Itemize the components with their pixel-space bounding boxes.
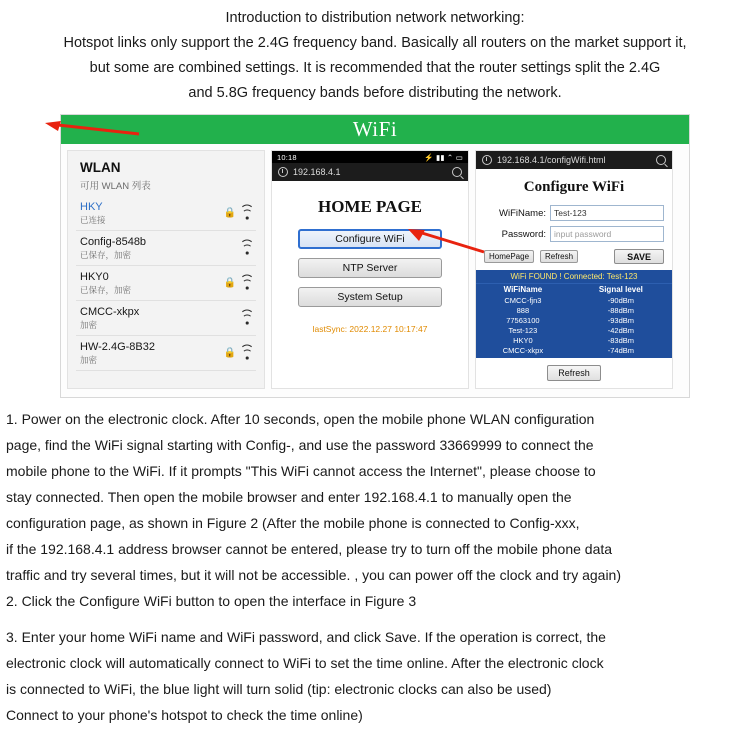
wifiname-label: WiFiName: xyxy=(499,207,546,219)
wlan-name: CMCC-xkpx xyxy=(80,306,140,318)
ntp-server-button[interactable]: NTP Server xyxy=(298,258,442,278)
step1-line-6: if the 192.168.4.1 address browser cannot be entered, please try to turn off the mobile phone data xyxy=(6,541,613,557)
lock-icon: 🔒 xyxy=(223,347,236,359)
pane-home-page xyxy=(271,150,469,389)
step3-line-3: is connected to WiFi, the blue light will turn solid (tip: electronic clocks can also be used) xyxy=(6,681,552,697)
wifiname-input[interactable] xyxy=(550,205,664,221)
intro-paragraph xyxy=(0,0,750,106)
table-row xyxy=(476,335,672,345)
wlan-status: 加密 xyxy=(80,320,98,330)
step3-line-4: Connect to your phone's hotspot to check the time online) xyxy=(6,707,363,723)
wifi-signal-icon xyxy=(240,208,254,219)
step1-line-2: page, find the WiFi signal starting with Config-, and use the password 33669999 to connect the xyxy=(6,437,594,453)
intro-line-4: and 5.8G frequency bands before distributing the network. xyxy=(188,85,562,101)
wlan-icons xyxy=(224,208,254,219)
cell-name: Test-123 xyxy=(508,325,538,335)
search-icon[interactable] xyxy=(656,155,666,165)
url-text: 192.168.4.1 xyxy=(293,167,341,177)
wlan-name: Config-8548b xyxy=(80,236,147,248)
search-icon[interactable] xyxy=(452,167,462,177)
cell-signal: -88dBm xyxy=(607,305,635,315)
wifiname-row xyxy=(476,205,672,226)
step3-line-2: electronic clock will automatically connect to WiFi to set the time online. After the electronic clock xyxy=(6,655,604,671)
table-row xyxy=(476,305,672,315)
cell-name: 888 xyxy=(516,305,530,315)
list-item[interactable] xyxy=(76,231,256,266)
scan-results-panel xyxy=(476,270,672,358)
wlan-name: HKY xyxy=(80,201,103,213)
cell-name: 77563100 xyxy=(506,315,540,325)
step1-line-5: configuration page, as shown in Figure 2 (After the mobile phone is connected to Config-xxx, xyxy=(6,515,580,531)
home-page-title: HOME PAGE xyxy=(317,197,423,216)
list-item[interactable] xyxy=(76,196,256,231)
homepage-button[interactable]: HomePage xyxy=(484,250,534,263)
cell-signal: -90dBm xyxy=(607,295,635,305)
table-row xyxy=(476,295,672,305)
wlan-icons xyxy=(240,313,254,324)
cell-signal: -83dBm xyxy=(607,335,635,345)
phone-status-bar xyxy=(272,151,468,163)
step1-line-7: traffic and try several times, but it will not be accessible. , you can power off the clock and try again) xyxy=(6,567,622,583)
wlan-name: HKY0 xyxy=(80,271,109,283)
wlan-network-rows xyxy=(68,196,264,377)
wlan-icons xyxy=(224,278,254,289)
annotation-arrow-left xyxy=(44,120,140,136)
wifi-signal-icon xyxy=(240,313,254,324)
annotation-arrow-right xyxy=(406,228,486,254)
intro-line-1: Introduction to distribution network networking: xyxy=(225,10,525,26)
refresh-small-button[interactable]: Refresh xyxy=(540,250,578,263)
list-item[interactable] xyxy=(76,301,256,336)
cell-signal: -74dBm xyxy=(607,345,635,355)
scan-header: WiFi FOUND ! Connected: Test-123 xyxy=(476,270,672,284)
wlan-icons xyxy=(224,348,254,359)
wlan-status: 已保存，加密 xyxy=(80,250,132,260)
instruction-steps xyxy=(0,398,750,728)
column-wifiname: WiFiName xyxy=(503,285,543,294)
lock-icon: 🔒 xyxy=(223,207,236,219)
step1-line-1: 1. Power on the electronic clock. After 10 seconds, open the mobile phone WLAN configuration xyxy=(6,411,595,427)
paragraph-gap xyxy=(6,614,744,624)
figure-banner-title: WiFi xyxy=(61,115,689,144)
wlan-status: 已连接 xyxy=(80,215,106,225)
url-text: 192.168.4.1/configWifi.html xyxy=(497,155,606,165)
info-icon xyxy=(482,155,492,165)
table-row xyxy=(476,325,672,335)
step1-line-3: mobile phone to the WiFi. If it prompts "This WiFi cannot access the Internet", please choose to xyxy=(6,463,596,479)
intro-line-3: but some are combined settings. It is recommended that the router settings split the 2.4G xyxy=(89,60,661,76)
cell-name: CMCC-xkpx xyxy=(502,345,544,355)
cell-name: HKY0 xyxy=(513,335,533,345)
lock-icon: 🔒 xyxy=(223,277,236,289)
password-input[interactable] xyxy=(550,226,664,242)
browser-url-bar[interactable] xyxy=(272,163,468,181)
cell-signal: -93dBm xyxy=(607,315,635,325)
password-label: Password: xyxy=(501,228,546,240)
last-sync-text: lastSync: 2022.12.27 10:17:47 xyxy=(312,324,428,334)
wlan-status: 加密 xyxy=(80,355,98,365)
config-button-row xyxy=(476,247,672,270)
cell-signal: -42dBm xyxy=(607,325,635,335)
wlan-icons xyxy=(240,243,254,254)
wifi-signal-icon xyxy=(240,278,254,289)
wlan-name: HW-2.4G-8B32 xyxy=(80,341,155,353)
wlan-subtitle: 可用 WLAN 列表 xyxy=(80,181,151,192)
figure-panes xyxy=(61,144,689,397)
configure-wifi-title: Configure WiFi xyxy=(523,179,625,195)
refresh-row xyxy=(476,358,672,388)
cell-name: CMCC-fjn3 xyxy=(504,295,542,305)
refresh-button[interactable]: Refresh xyxy=(547,365,601,381)
system-setup-button[interactable]: System Setup xyxy=(298,287,442,307)
wlan-status: 已保存，加密 xyxy=(80,285,132,295)
table-row xyxy=(476,315,672,325)
column-signal: Signal level xyxy=(598,285,643,294)
wifi-signal-icon xyxy=(240,348,254,359)
browser-url-bar-config[interactable] xyxy=(476,151,672,169)
status-time: 10:18 xyxy=(277,153,297,162)
pane-wlan-list xyxy=(67,150,265,389)
wifi-figure xyxy=(60,114,690,398)
save-button[interactable]: SAVE xyxy=(614,249,664,264)
step2-line-1: 2. Click the Configure WiFi button to open the interface in Figure 3 xyxy=(6,593,417,609)
configure-wifi-button[interactable]: Configure WiFi xyxy=(298,229,442,249)
password-row xyxy=(476,226,672,247)
step3-line-1: 3. Enter your home WiFi name and WiFi password, and click Save. If the operation is correct, the xyxy=(6,629,606,645)
scan-results-table xyxy=(476,284,672,355)
intro-line-2: Hotspot links only support the 2.4G frequency band. Basically all routers on the market support it, xyxy=(63,35,687,51)
pane-configure-wifi xyxy=(475,150,673,389)
info-icon xyxy=(278,167,288,177)
wifi-signal-icon xyxy=(240,243,254,254)
status-indicators: ⚡ ▮▮ ⌃ ▭ xyxy=(424,153,463,162)
step1-line-4: stay connected. Then open the mobile browser and enter 192.168.4.1 to manually open the xyxy=(6,489,572,505)
table-row xyxy=(476,345,672,355)
list-item[interactable] xyxy=(76,266,256,301)
table-header-row xyxy=(476,284,672,295)
wlan-title: WLAN xyxy=(80,160,121,175)
list-item[interactable] xyxy=(76,336,256,371)
